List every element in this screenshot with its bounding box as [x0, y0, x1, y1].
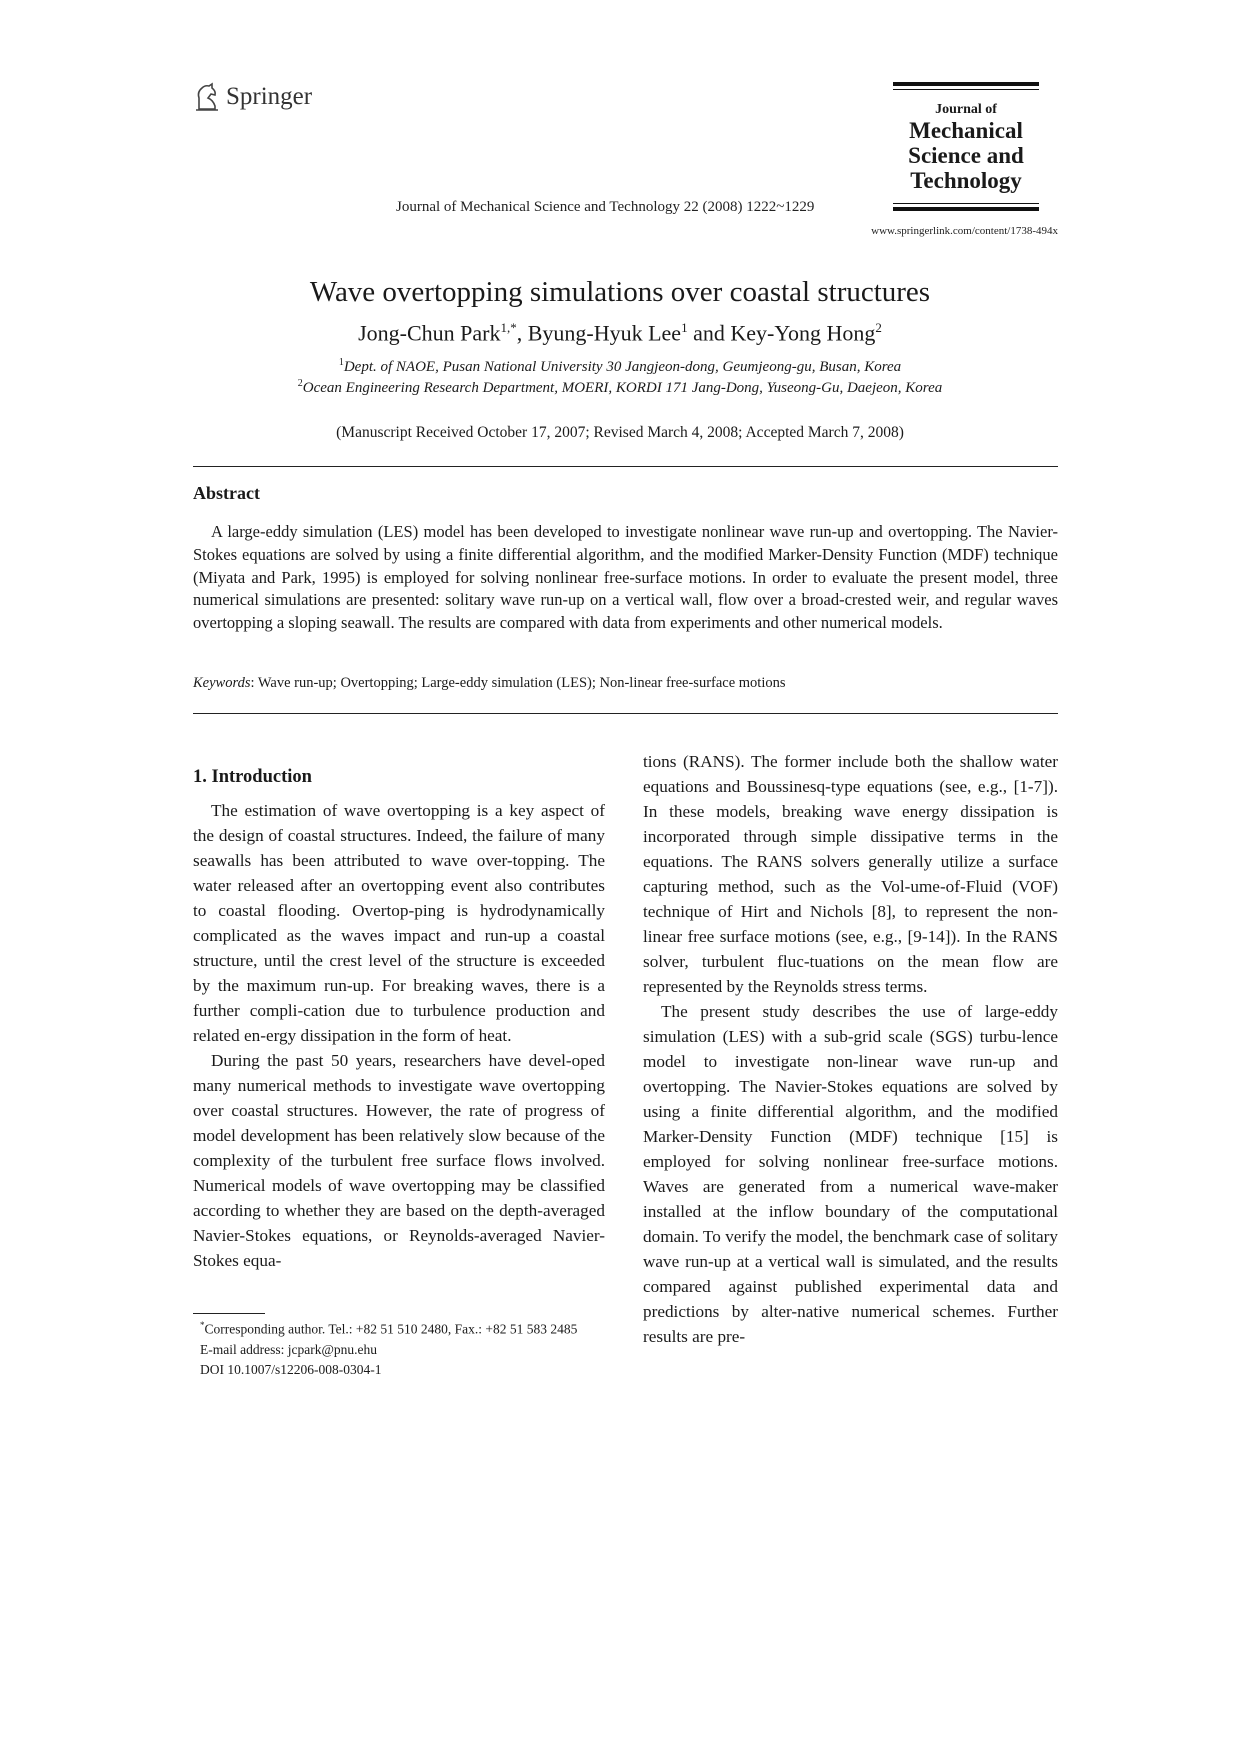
abstract-heading: Abstract — [193, 483, 260, 503]
intro-paragraph-3: tions (RANS). The former include both the shallow water equations and Boussinesq-type equations (see, e.g., [1-7]). In these models, breaking wave energy dissipation is incorporated through simple dissipative terms in the equations. The RANS solvers generally utilize a surface capturing method, such as the Vol-ume-of-Fluid (VOF) technique of Hirt and Nichols [8], to represent the non-linear free surface motions (see, e.g., [9-14]). In the RANS solver, turbulent fluc-tuations on the mean flow are represented by the Reynolds stress terms. — [643, 752, 1058, 996]
keywords-text: : Wave run-up; Overtopping; Large-eddy simulation (LES); Non-linear free-surface motions — [250, 675, 786, 691]
footnote — [200, 1315, 620, 1380]
keywords-label: Keywords — [193, 675, 251, 691]
affiliation-1-text: Dept. of NAOE, Pusan National University 30 Jangjeon-dong, Geumjeong-gu, Busan, Korea — [343, 359, 902, 375]
springer-logo — [193, 82, 312, 112]
journal-logo-line4: Technology — [910, 168, 1022, 193]
footnote-line-1: Corresponding author. Tel.: +82 51 510 2480, Fax.: +82 51 583 2485 — [204, 1321, 578, 1337]
keywords — [193, 675, 1058, 692]
intro-paragraph-1: The estimation of wave overtopping is a key aspect of the design of coastal structures. Indeed, the failure of many seawalls has been attributed to wave over-topping. The water released after an overtopping event also contributes to coastal flooding. Overtop-ping is hydrodynamically complicated as the waves impact and run-up a coastal structure, until the crest level of the structure is exceeded by the maximum run-up. For breaking waves, there is a further compli-cation due to turbulence production and related en-ergy dissipation in the form of heat. — [193, 801, 605, 1045]
intro-paragraph-2: During the past 50 years, researchers have devel-oped many numerical methods to investigate wave overtopping over coastal structures. However, the rate of progress of model development has been relatively slow because of the complexity of the turbulent free surface flows involved. Numerical models of wave overtopping may be classified according to whether they are based on the depth-averaged Navier-Stokes equations, or Reynolds-averaged Navier-Stokes equa- — [193, 1051, 605, 1270]
logo-bottom-rule — [893, 203, 1039, 211]
affiliation-2-text: Ocean Engineering Research Department, MOERI, KORDI 171 Jang-Dong, Yuseong-Gu, Daejeon, Korea — [302, 380, 943, 396]
affiliation-1-mark: 1 — [338, 357, 344, 368]
footnote-rule — [193, 1313, 265, 1314]
affiliation-1 — [0, 357, 1240, 376]
journal-url[interactable]: www.springerlink.com/content/1738-494x — [871, 225, 1058, 237]
journal-logo — [893, 82, 1039, 211]
author-and: and — [693, 320, 725, 346]
manuscript-dates: (Manuscript Received October 17, 2007; Revised March 4, 2008; Accepted March 7, 2008) — [336, 424, 904, 441]
author-1-affil: 1,* — [500, 320, 517, 335]
author-3-affil: 2 — [875, 320, 882, 335]
journal-logo-line1: Journal of — [935, 102, 997, 117]
author-3: Key-Yong Hong — [730, 320, 876, 346]
journal-citation: Journal of Mechanical Science and Technology 22 (2008) 1222~1229 — [396, 199, 815, 215]
divider-top — [193, 466, 1058, 467]
author-2: Byung-Hyuk Lee — [527, 320, 682, 346]
section-heading-introduction: 1. Introduction — [193, 767, 312, 787]
author-list: Jong-Chun Park$^{1,*}$, Byung-Hyuk Lee$^1$ and Key-Yong Hong$^2$ — [358, 320, 882, 346]
springer-horse-icon — [193, 82, 221, 112]
divider-bottom — [193, 713, 1058, 714]
footnote-email: E-mail address: jcpark@pnu.ehu — [200, 1341, 378, 1357]
footnote-corresponding — [200, 1315, 620, 1340]
journal-logo-line2: Mechanical — [909, 118, 1023, 143]
footnote-mark: * — [200, 1320, 205, 1330]
intro-paragraph-4: The present study describes the use of large-eddy simulation (LES) with a sub-grid scale (SGS) turbu-lence model to investigate non-linear wave run-up and overtopping. The Navier-Stokes equations are solved by using a finite differential algorithm, and the modified Marker-Density Function (MDF) technique [15] is employed for solving nonlinear free-surface motions. Waves are generated from a numerical wave-maker installed at the inflow boundary of the computational domain. To verify the model, the benchmark case of solitary wave run-up at a vertical wall is simulated, and the results compared against published experimental data and predictions by alter-native numerical schemes. Further results are pre- — [643, 1002, 1058, 1346]
affiliation-2 — [0, 378, 1240, 397]
footnote-doi: DOI 10.1007/s12206-008-0304-1 — [200, 1361, 382, 1377]
abstract-text: A large-eddy simulation (LES) model has been developed to investigate nonlinear wave run-up and overtopping. The Navier-Stokes equations are solved by using a finite differential algorithm, and the modified Marker-Density Function (MDF) technique (Miyata and Park, 1995) is employed for solving nonlinear free-surface motions. In order to evaluate the present model, three numerical simulations are presented: solitary wave run-up on a vertical wall, flow over a broad-crested weir, and regular waves overtopping a sloping seawall. The results are compared with data from experiments and other numerical models. — [193, 522, 1058, 633]
publisher-name: Springer — [226, 83, 313, 110]
logo-top-rule — [893, 82, 1039, 90]
author-2-affil: 1 — [681, 320, 688, 335]
paper-title: Wave overtopping simulations over coastal structures — [309, 276, 931, 308]
author-1: Jong-Chun Park — [358, 320, 501, 346]
journal-logo-line3: Science and — [908, 143, 1024, 168]
left-column — [193, 758, 605, 1273]
right-column — [643, 749, 1058, 1349]
affiliation-2-mark: 2 — [297, 378, 303, 389]
